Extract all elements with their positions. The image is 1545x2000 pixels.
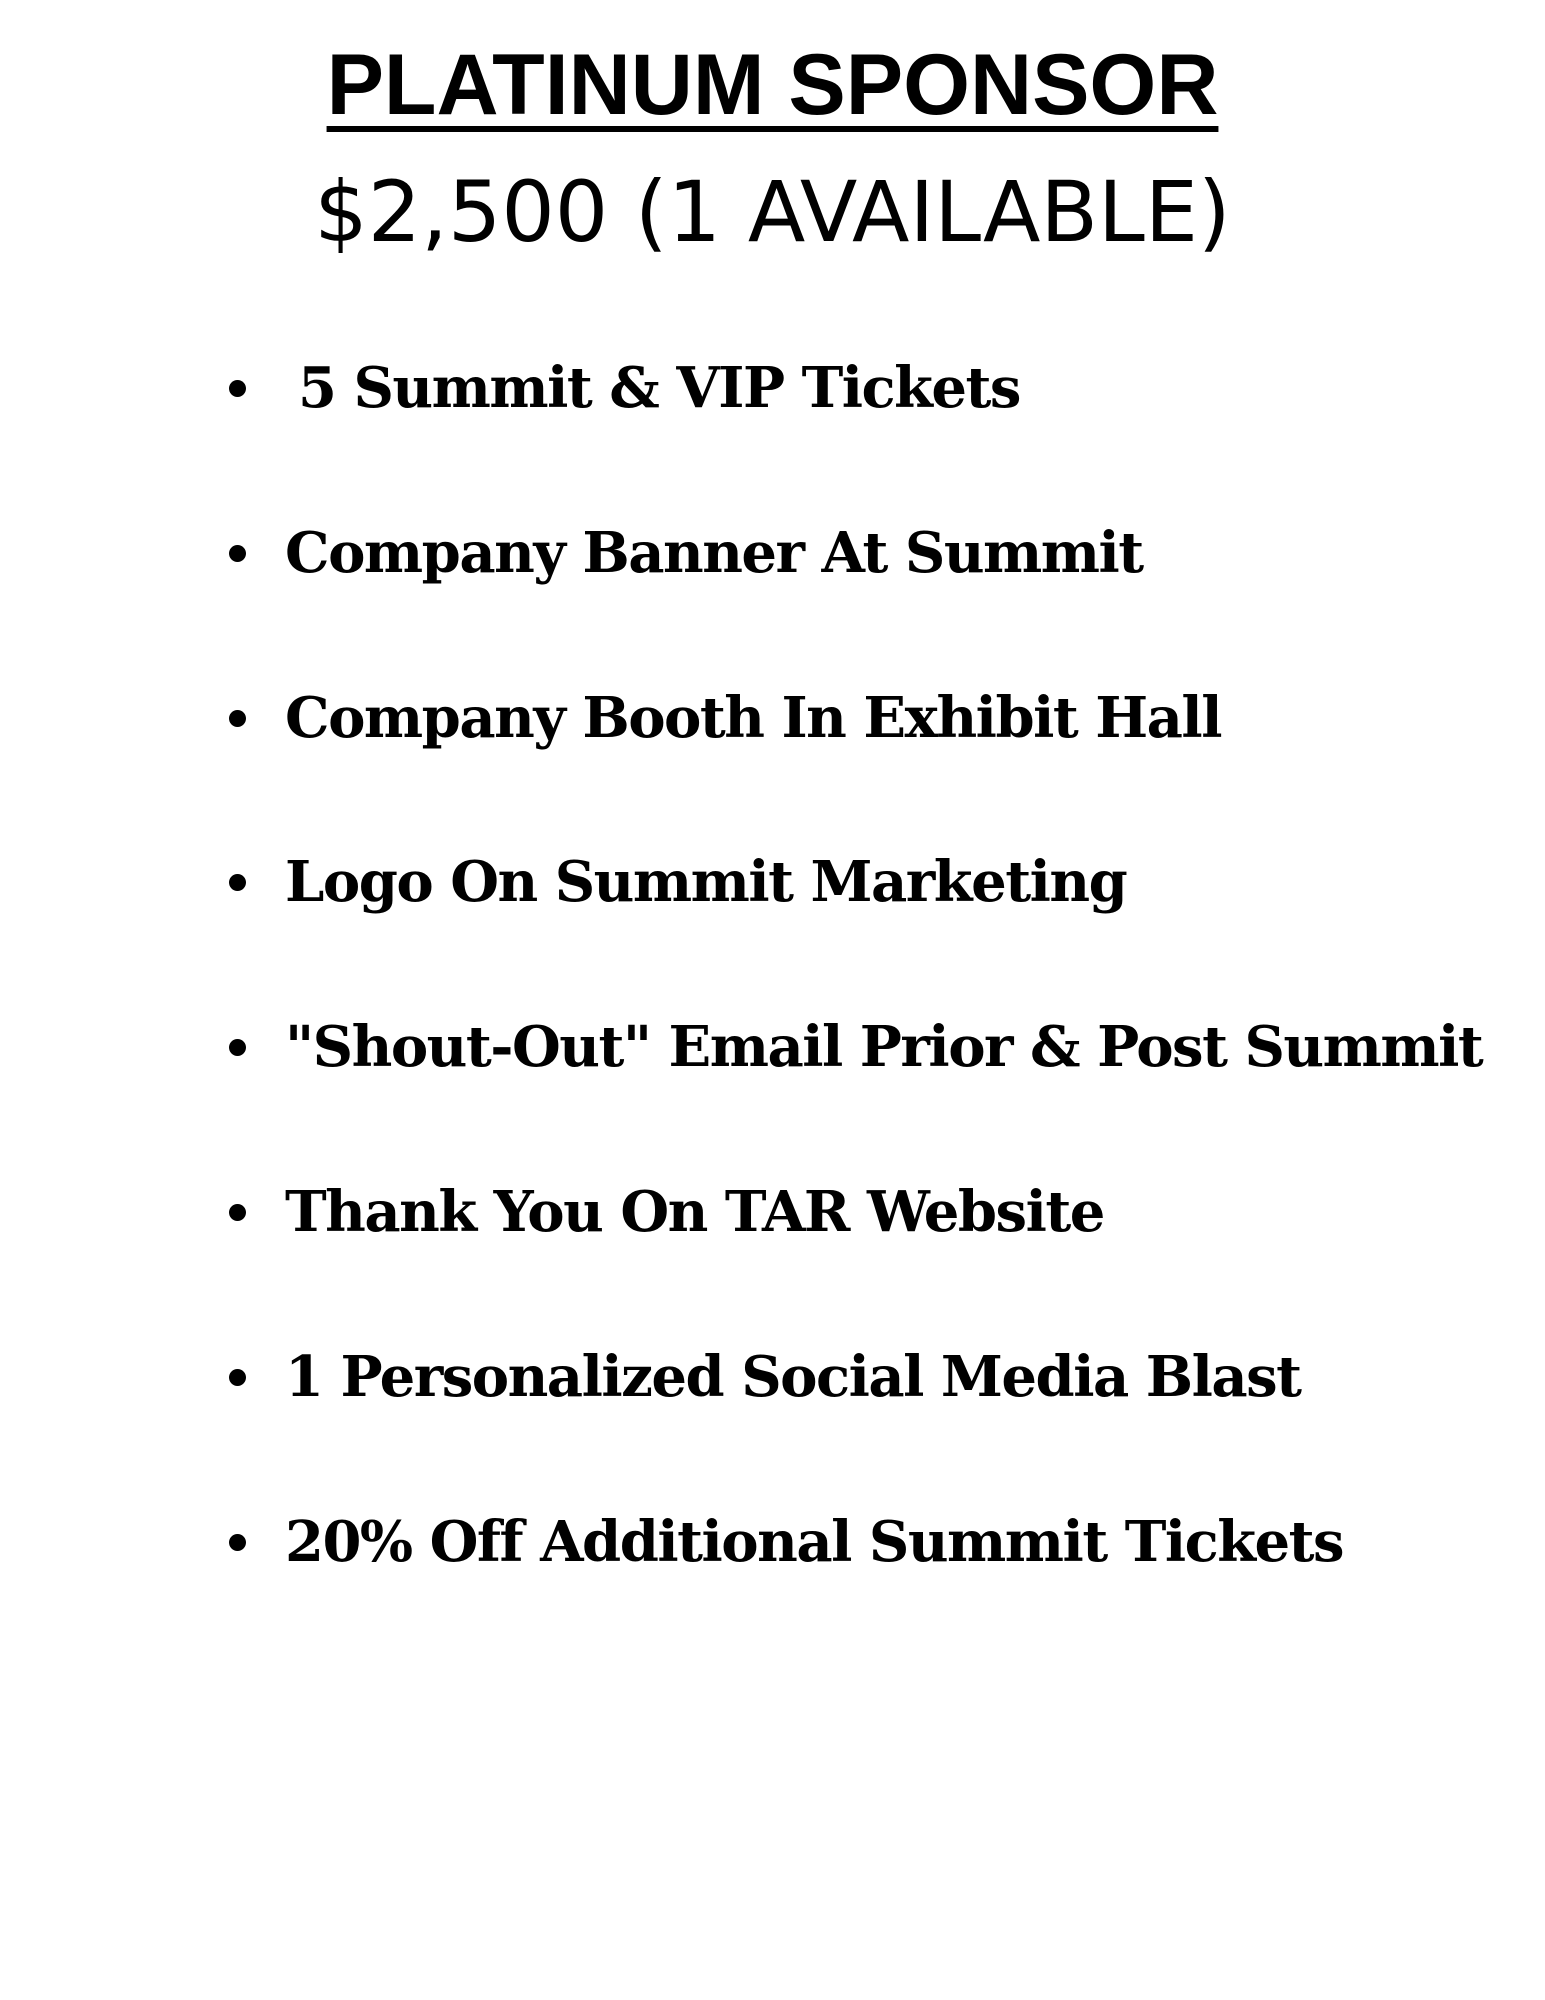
list-item [0, 842, 1545, 922]
list-item [0, 1007, 1545, 1087]
list-item [0, 1172, 1545, 1252]
benefit-text: 1 Personalized Social Media Blast [285, 1344, 1301, 1410]
bullet-icon [229, 874, 246, 891]
benefit-text: Logo On Summit Marketing [285, 849, 1127, 915]
benefit-text: Thank You On TAR Website [285, 1179, 1104, 1245]
list-item [0, 348, 1545, 428]
list-item [0, 1337, 1545, 1417]
benefit-text: Company Booth In Exhibit Hall [285, 685, 1221, 751]
bullet-icon [229, 380, 246, 397]
list-item [0, 1502, 1545, 1582]
bullet-icon [229, 545, 246, 562]
benefit-text: 20% Off Additional Summit Tickets [285, 1509, 1344, 1575]
list-item [0, 513, 1545, 593]
sponsor-price: $2,500 (1 AVAILABLE) [314, 163, 1231, 261]
benefit-text: "Shout-Out" Email Prior & Post Summit [285, 1014, 1483, 1080]
list-item [0, 678, 1545, 758]
bullet-icon [229, 1039, 246, 1056]
benefit-text: Company Banner At Summit [285, 520, 1143, 586]
page-title: PLATINUM SPONSOR [326, 37, 1219, 133]
bullet-icon [229, 1369, 246, 1386]
bullet-icon [229, 1534, 246, 1551]
bullet-icon [229, 710, 246, 727]
bullet-icon [229, 1204, 246, 1221]
benefit-text: 5 Summit & VIP Tickets [298, 355, 1020, 421]
